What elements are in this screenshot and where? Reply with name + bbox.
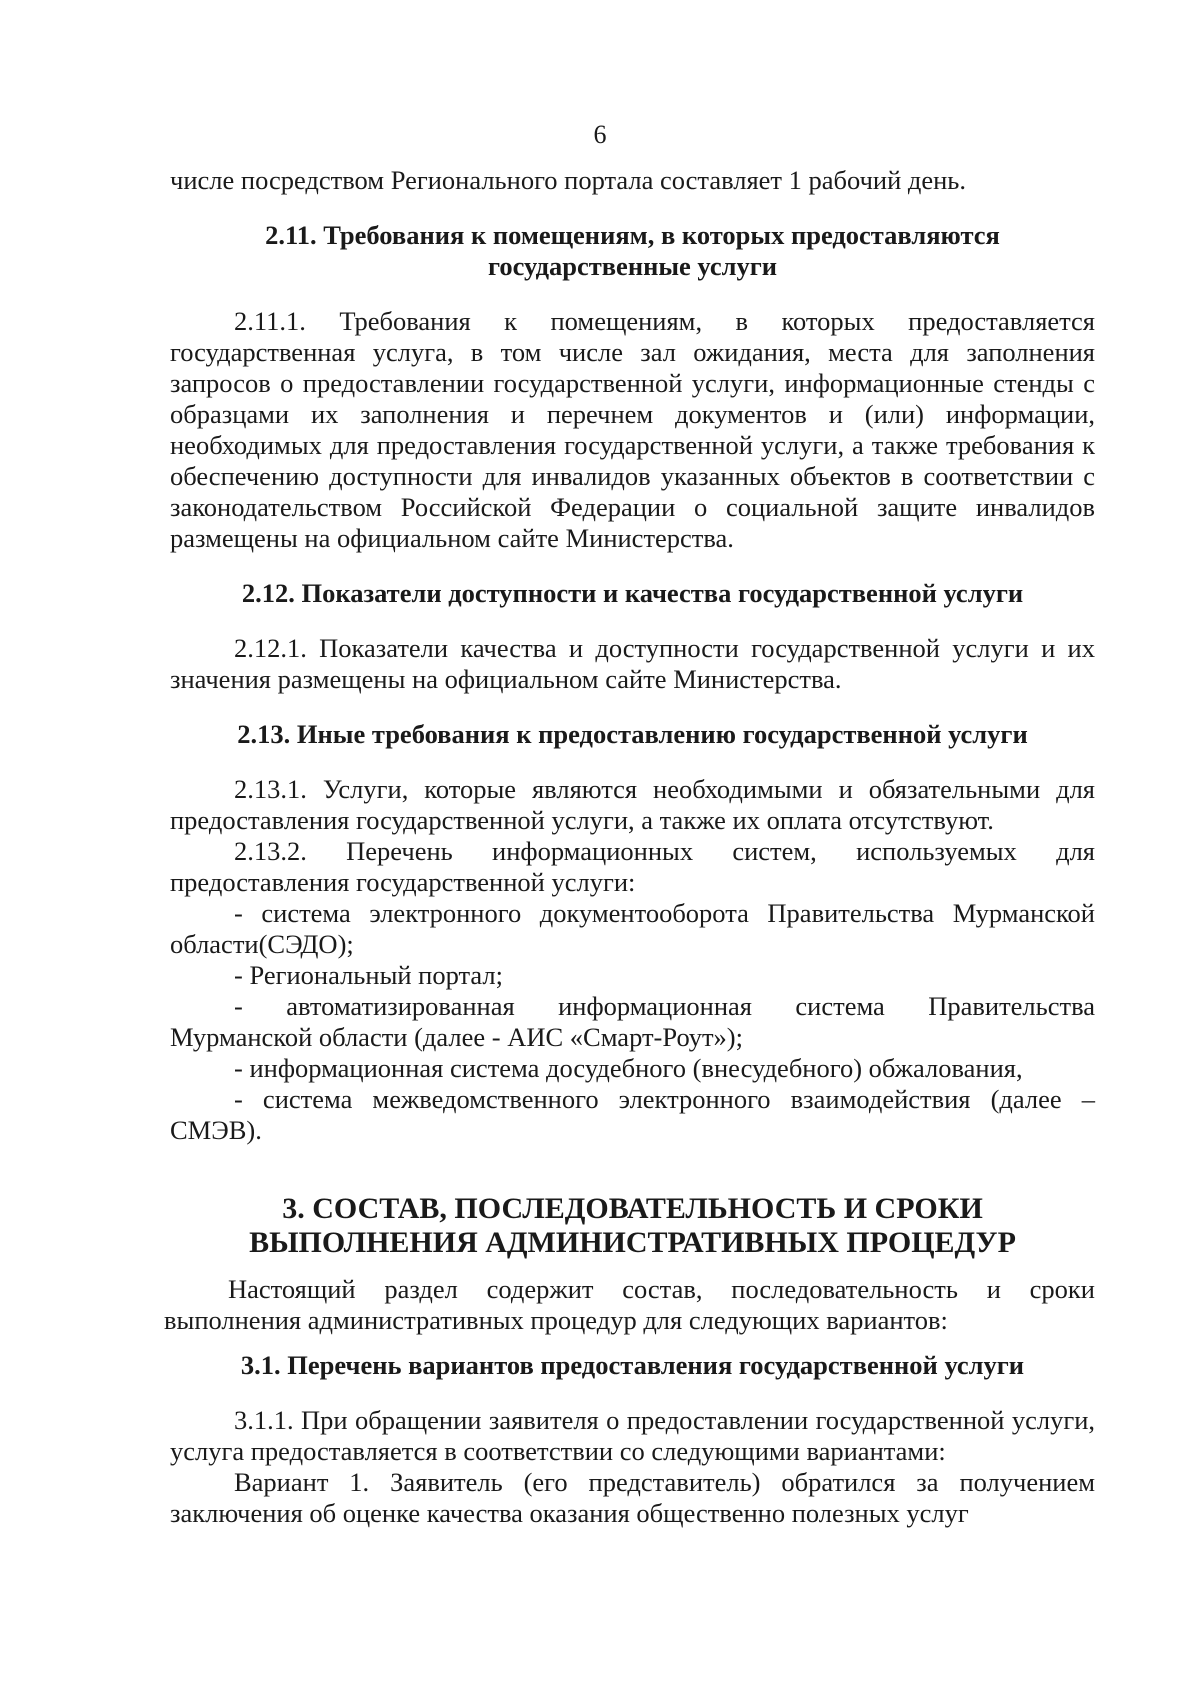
list-item-regional-portal: - Региональный портал; <box>234 960 503 990</box>
list-item-sedo: - система электронного документооборота Правительства Мурманской области(СЭДО); <box>170 898 1095 959</box>
list-item-smev: - система межведомственного электронного взаимодействия (далее – СМЭВ). <box>170 1084 1095 1145</box>
page-number: 6 <box>593 120 607 149</box>
heading-2-11: 2.11. Требования к помещениям, в которых предоставляются государственные услуги <box>265 220 1000 281</box>
paragraph-section-3-intro: Настоящий раздел содержит состав, последовательность и сроки выполнения административных процедур для следующих вариантов: <box>164 1274 1095 1335</box>
document-body <box>164 165 1095 1529</box>
heading-3-1: 3.1. Перечень вариантов предоставления государственной услуги <box>240 1350 1025 1380</box>
heading-2-12: 2.12. Показатели доступности и качества государственной услуги <box>241 578 1024 608</box>
paragraph-2-12-1: 2.12.1. Показатели качества и доступности государственной услуги и их значения размещены на официальном сайте Министерства. <box>170 633 1095 694</box>
list-item-ais: - автоматизированная информационная система Правительства Мурманской области (далее - АИС «Смарт-Роут»); <box>170 991 1095 1052</box>
list-item-appeal-system: - информационная система досудебного (внесудебного) обжалования, <box>234 1053 1023 1083</box>
heading-2-13: 2.13. Иные требования к предоставлению государственной услуги <box>237 719 1028 749</box>
paragraph-3-1-1: 3.1.1. При обращении заявителя о предоставлении государственной услуги, услуга предоставляется в соответствии со следующими вариантами: <box>170 1405 1095 1466</box>
paragraph-2-13-2: 2.13.2. Перечень информационных систем, используемых для предоставления государственной услуги: <box>170 836 1095 897</box>
heading-section-3: 3. СОСТАВ, ПОСЛЕДОВАТЕЛЬНОСТЬ И СРОКИ ВЫПОЛНЕНИЯ АДМИНИСТРАТИВНЫХ ПРОЦЕДУР <box>249 1192 1016 1259</box>
paragraph-2-11-1: 2.11.1. Требования к помещениям, в которых предоставляется государственная услуга, в том числе зал ожидания, места для заполнения запросов о предоставлении государственной услуги, информационные стенды с образцами их заполнения и перечнем документов и (или) информации, необходимых для предоставления государственной услуги, а также требования к обеспечению доступности для инвалидов указанных объектов в соответствии с законодательством Российской Федерации о социальной защите инвалидов размещены на официальном сайте Министерства. <box>170 306 1095 553</box>
paragraph-2-13-1: 2.13.1. Услуги, которые являются необходимыми и обязательными для предоставления государственной услуги, а также их оплата отсутствуют. <box>170 774 1095 835</box>
paragraph-variant-1: Вариант 1. Заявитель (его представитель) обратился за получением заключения об оценке качества оказания общественно полезных услуг <box>170 1467 1095 1528</box>
paragraph-intro-tail: числе посредством Регионального портала составляет 1 рабочий день. <box>170 165 967 195</box>
